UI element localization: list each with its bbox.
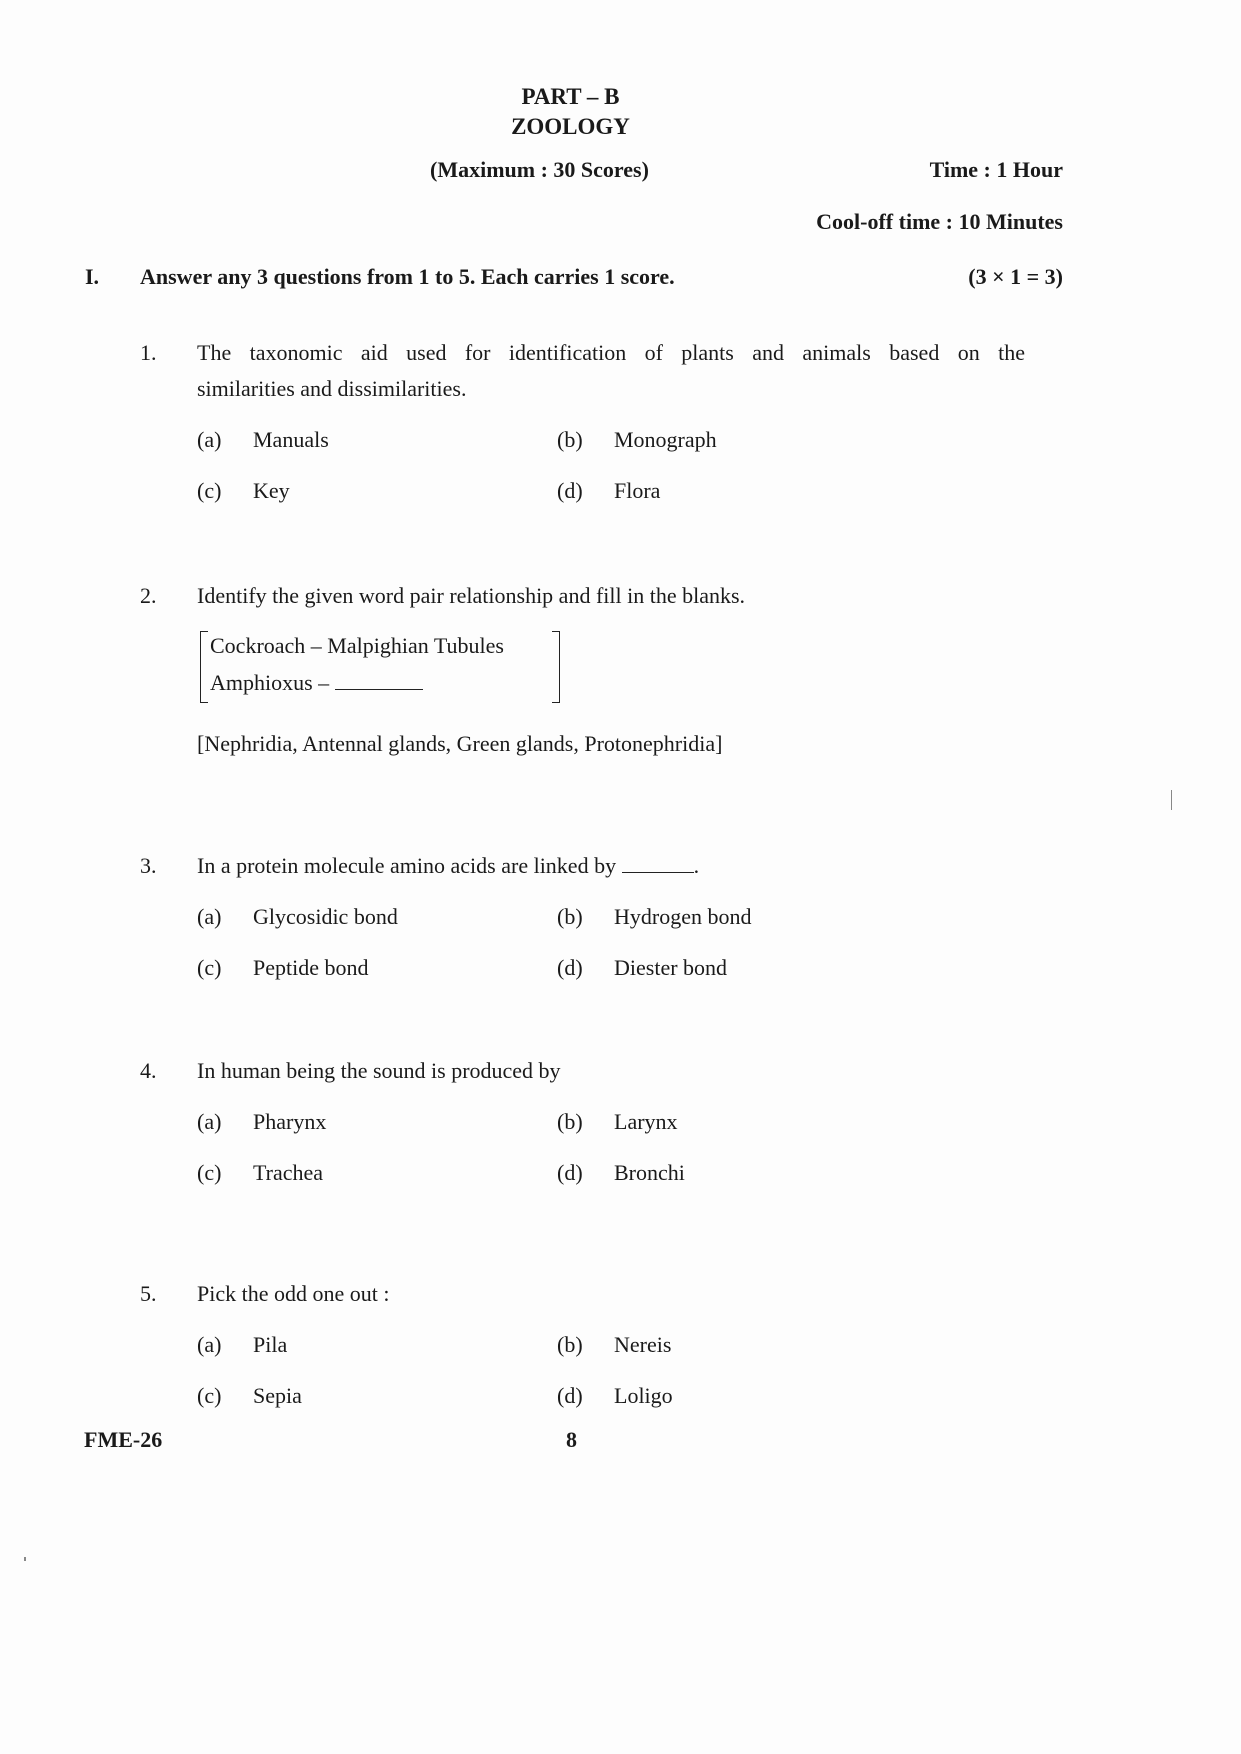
section-instruction: Answer any 3 questions from 1 to 5. Each carries 1 score. bbox=[140, 264, 675, 289]
question-text-line1: The taxonomic aid used for identification of plants and animals based on the bbox=[197, 340, 1025, 365]
question-number: 5. bbox=[140, 1281, 157, 1306]
option-text: Trachea bbox=[253, 1160, 324, 1185]
question-text: Identify the given word pair relationship and fill in the blanks. bbox=[197, 583, 746, 608]
option-text: Pharynx bbox=[253, 1109, 327, 1134]
option-label: (d) bbox=[557, 955, 583, 980]
question-text-main: In a protein molecule amino acids are linked by bbox=[197, 853, 617, 878]
option-label: (a) bbox=[197, 1332, 222, 1357]
page-number: 8 bbox=[566, 1427, 577, 1452]
fill-blank bbox=[622, 854, 694, 873]
paper-code: FME-26 bbox=[84, 1427, 163, 1452]
option-text: Manuals bbox=[253, 427, 329, 452]
option-label: (b) bbox=[557, 1332, 583, 1357]
word-pair-line2 bbox=[210, 670, 423, 696]
section-number: I. bbox=[85, 264, 100, 289]
part-heading: PART – B bbox=[521, 84, 620, 109]
question-number: 1. bbox=[140, 340, 157, 365]
option-label: (a) bbox=[197, 904, 222, 929]
section-score: (3 × 1 = 3) bbox=[968, 264, 1063, 289]
question-text: Pick the odd one out : bbox=[197, 1281, 390, 1306]
option-label: (c) bbox=[197, 1383, 222, 1408]
scan-mark bbox=[24, 1557, 26, 1561]
question-text-end: . bbox=[693, 853, 700, 878]
subject-title: ZOOLOGY bbox=[511, 114, 630, 139]
option-label: (c) bbox=[197, 478, 222, 503]
option-text: Pila bbox=[253, 1332, 288, 1357]
question-text bbox=[197, 853, 699, 879]
time-allowed: Time : 1 Hour bbox=[929, 157, 1063, 182]
option-label: (b) bbox=[557, 427, 583, 452]
option-text: Diester bond bbox=[614, 955, 728, 980]
scan-mark bbox=[1171, 790, 1172, 810]
option-text: Monograph bbox=[614, 427, 717, 452]
question-number: 4. bbox=[140, 1058, 157, 1083]
option-label: (d) bbox=[557, 1160, 583, 1185]
option-text: Flora bbox=[614, 478, 661, 503]
right-bracket bbox=[552, 631, 560, 703]
word-pair-box bbox=[200, 631, 560, 703]
option-label: (b) bbox=[557, 904, 583, 929]
option-text: Key bbox=[253, 478, 290, 503]
cool-off-time: Cool-off time : 10 Minutes bbox=[816, 209, 1063, 234]
word-pair-prefix: Amphioxus – bbox=[210, 670, 330, 695]
option-label: (b) bbox=[557, 1109, 583, 1134]
left-bracket bbox=[200, 631, 208, 703]
option-label: (a) bbox=[197, 1109, 222, 1134]
question-number: 3. bbox=[140, 853, 157, 878]
maximum-scores: (Maximum : 30 Scores) bbox=[430, 157, 649, 182]
option-text: Bronchi bbox=[614, 1160, 685, 1185]
option-text: Glycosidic bond bbox=[253, 904, 398, 929]
option-label: (a) bbox=[197, 427, 222, 452]
answer-choices: [Nephridia, Antennal glands, Green glands, Protonephridia] bbox=[197, 731, 723, 756]
option-label: (c) bbox=[197, 1160, 222, 1185]
option-text: Sepia bbox=[253, 1383, 302, 1408]
question-text: In human being the sound is produced by bbox=[197, 1058, 561, 1083]
option-label: (c) bbox=[197, 955, 222, 980]
option-label: (d) bbox=[557, 478, 583, 503]
word-pair-line1: Cockroach – Malpighian Tubules bbox=[210, 633, 504, 658]
option-text: Hydrogen bond bbox=[614, 904, 752, 929]
option-text: Nereis bbox=[614, 1332, 672, 1357]
option-text: Loligo bbox=[614, 1383, 673, 1408]
option-text: Peptide bond bbox=[253, 955, 369, 980]
fill-blank bbox=[335, 671, 423, 690]
option-label: (d) bbox=[557, 1383, 583, 1408]
question-number: 2. bbox=[140, 583, 157, 608]
option-text: Larynx bbox=[614, 1109, 678, 1134]
question-text-line2: similarities and dissimilarities. bbox=[197, 376, 467, 401]
